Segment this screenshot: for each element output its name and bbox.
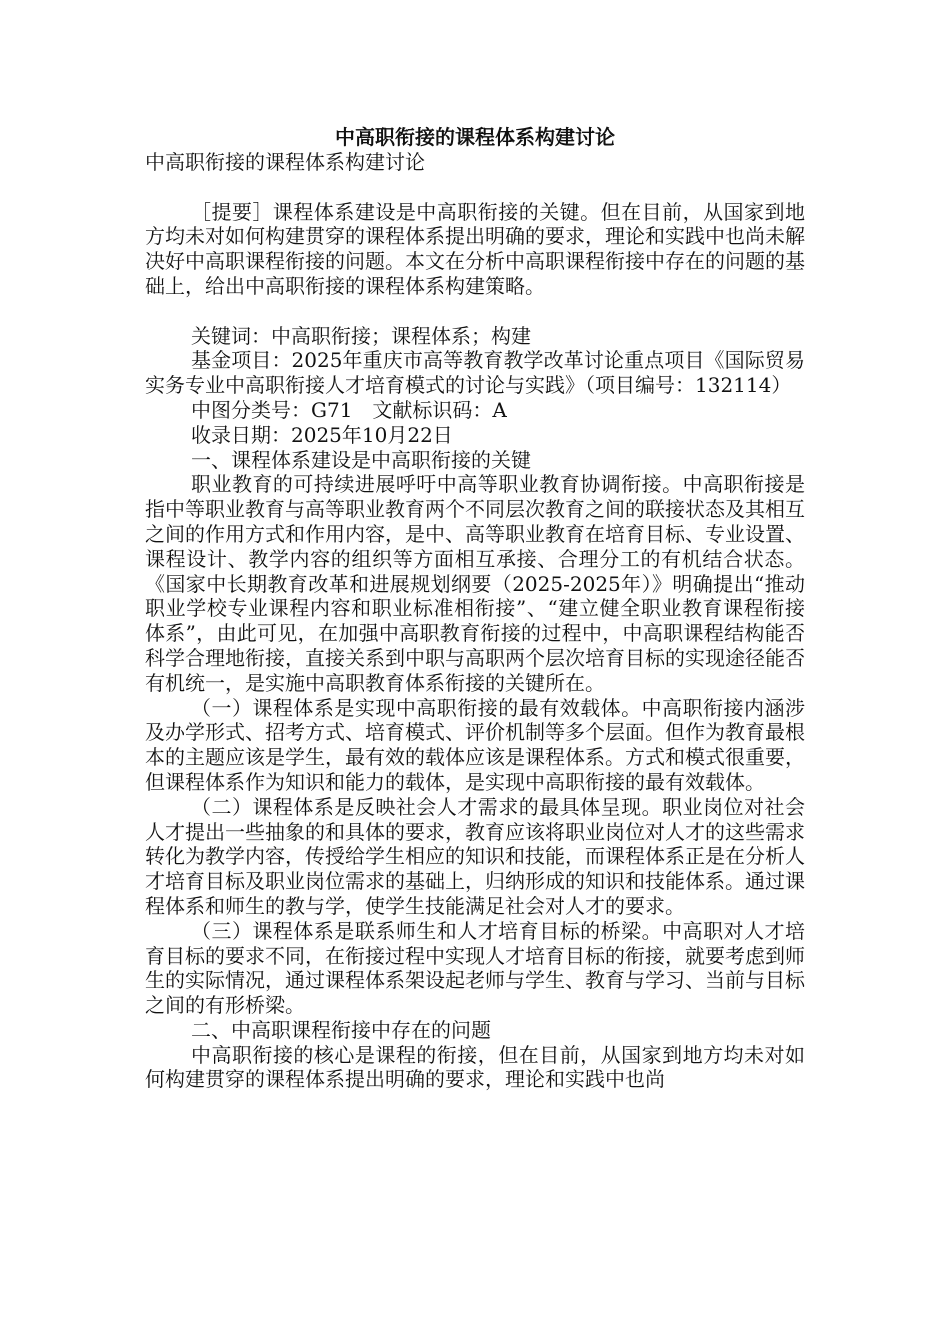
- section-1-heading: 一、课程体系建设是中高职衔接的关键: [191, 447, 531, 472]
- spacer: [145, 175, 805, 200]
- spacer: [145, 299, 805, 324]
- section-1-paragraph-2: （一）课程体系是实现中高职衔接的最有效载体。中高职衔接内涵涉及办学形式、招考方式、培育模式、评价机制等多个层面。但作为教育最根本的主题应该是学生，最有效的载体应该是课程体系。方式和模式很重要，但课程体系作为知识和能力的载体，是实现中高职衔接的最有效载体。: [145, 695, 805, 794]
- fund-paragraph: 基金项目：2025年重庆市高等教育教学改革讨论重点项目《国际贸易实务专业中高职衔接人才培育模式的讨论与实践》（项目编号：132114）: [145, 348, 805, 398]
- keywords-line: 关键词：中高职衔接；课程体系；构建: [191, 323, 531, 348]
- section-1-paragraph-1: 职业教育的可持续进展呼吁中高等职业教育协调衔接。中高职衔接是指中等职业教育与高等职业教育两个不同层次教育之间的联接状态及其相互之间的作用方式和作用内容，是中、高等职业教育在培育目标、专业设置、课程设计、教学内容的组织等方面相互承接、合理分工的有机结合状态。《国家中长期教育改革和进展规划纲要（2025-2025年）》明确提出“推动职业学校专业课程内容和职业标准相衔接”、“建立健全职业教育课程衔接体系”，由此可见，在加强中高职教育衔接的过程中，中高职课程结构能否科学合理地衔接，直接关系到中职与高职两个层次培育目标的实现途径能否有机统一，是实施中高职教育体系衔接的关键所在。: [145, 472, 805, 695]
- document-subtitle: 中高职衔接的课程体系构建讨论: [145, 150, 425, 174]
- section-1-paragraph-3: （二）课程体系是反映社会人才需求的最具体呈现。职业岗位对社会人才提出一些抽象的和具体的要求，教育应该将职业岗位对人才的这些需求转化为教学内容，传授给学生相应的知识和技能，而课程体系正是在分析人才培育目标及职业岗位需求的基础上，归纳形成的知识和技能体系。通过课程体系和师生的教与学，使学生技能满足社会对人才的要求。: [145, 794, 805, 918]
- received-date-line: 收录日期：2025年10月22日: [191, 422, 453, 447]
- classification-line: 中图分类号：G71 文献标识码：A: [191, 397, 507, 422]
- section-2-heading: 二、中高职课程衔接中存在的问题: [191, 1017, 491, 1042]
- abstract-paragraph: ［提要］课程体系建设是中高职衔接的关键。但在目前，从国家到地方均未对如何构建贯穿的课程体系提出明确的要求，理论和实践中也尚未解决好中高职课程衔接的问题。本文在分析中高职课程衔接中存在的问题的基础上，给出中高职衔接的课程体系构建策略。: [145, 199, 805, 298]
- section-2-paragraph-1: 中高职衔接的核心是课程的衔接，但在目前，从国家到地方均未对如何构建贯穿的课程体系提出明确的要求，理论和实践中也尚: [145, 1042, 805, 1092]
- document-title: 中高职衔接的课程体系构建讨论: [335, 125, 615, 149]
- section-1-paragraph-4: （三）课程体系是联系师生和人才培育目标的桥梁。中高职对人才培育目标的要求不同，在衔接过程中实现人才培育目标的衔接，就要考虑到师生的实际情况，通过课程体系架设起老师与学生、教育与学习、当前与目标之间的有形桥梁。: [145, 918, 805, 1018]
- document-body: [145, 150, 805, 1092]
